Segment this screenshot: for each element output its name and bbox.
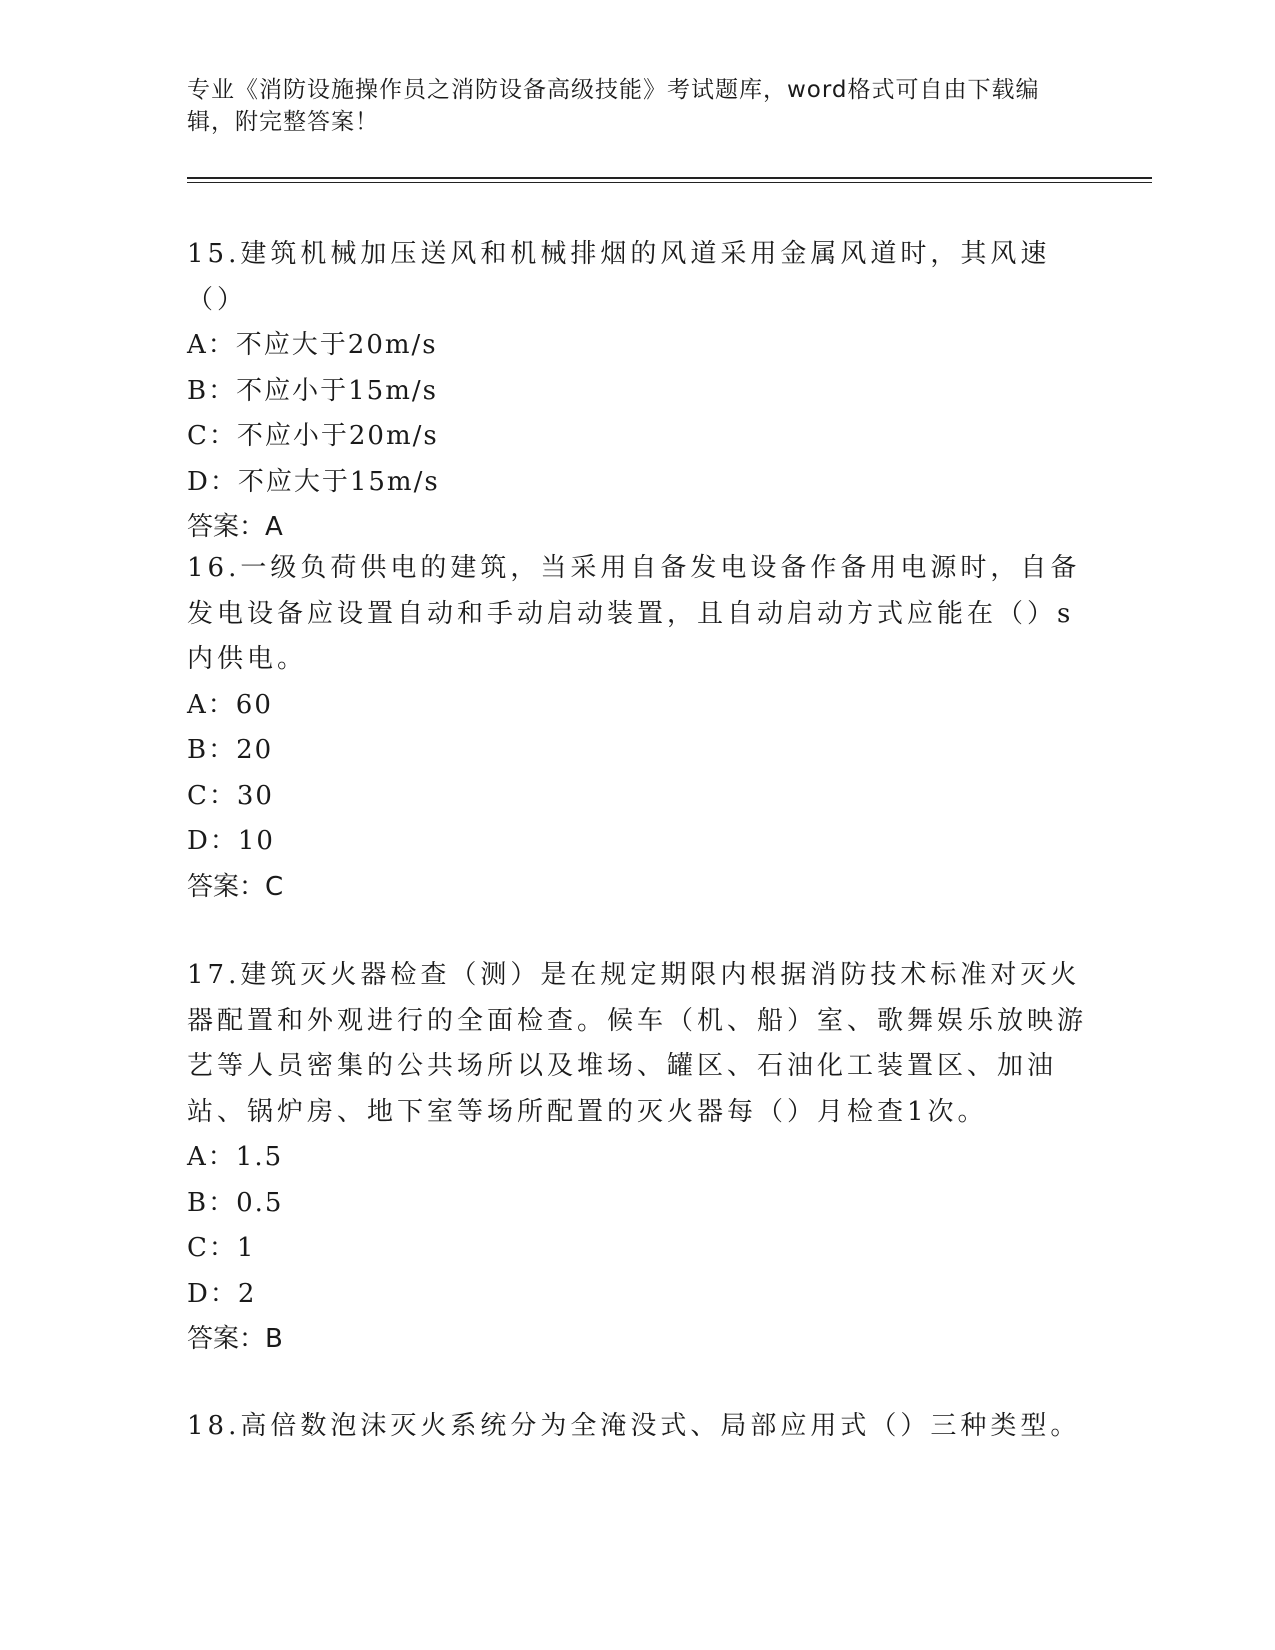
option-a: A：不应大于20m/s	[187, 330, 438, 360]
answer: 答案：A	[187, 512, 283, 542]
option-d: D：10	[187, 826, 275, 856]
answer: 答案：C	[187, 871, 284, 902]
question-18	[187, 1404, 1087, 1450]
option-b: B：不应小于15m/s	[187, 375, 438, 406]
option-c: C：1	[187, 1233, 256, 1263]
question-text: 18.高倍数泡沫灭火系统分为全淹没式、局部应用式（）三种类型。	[187, 1411, 1081, 1441]
option-a: A：60	[187, 689, 273, 720]
option-c: C：30	[187, 780, 274, 811]
question-text: 17.建筑灭火器检查（测）是在规定期限内根据消防技术标准对灭火器配置和外观进行的全面检查。候车（机、船）室、歌舞娱乐放映游艺等人员密集的公共场所以及堆场、罐区、石油化工装置区、加油站、锅炉房、地下室等场所配置的灭火器每（）月检查1次。	[187, 960, 1088, 1127]
header-divider-thick	[187, 177, 1152, 179]
option-d: D：2	[187, 1278, 257, 1309]
question-16	[187, 546, 1087, 910]
question-17	[187, 953, 1087, 1363]
header-divider-thin	[187, 182, 1152, 183]
option-c: C：不应小于20m/s	[187, 421, 439, 451]
answer: 答案：B	[187, 1324, 283, 1354]
question-text: 15.建筑机械加压送风和机械排烟的风道采用金属风道时，其风速（）	[187, 239, 1051, 315]
option-b: B：20	[187, 735, 274, 765]
question-text: 16.一级负荷供电的建筑，当采用自备发电设备作备用电源时，自备发电设备应设置自动和手动启动装置，且自动启动方式应能在（）s内供电。	[187, 553, 1081, 674]
option-d: D：不应大于15m/s	[187, 466, 440, 497]
option-b: B：0.5	[187, 1187, 284, 1218]
option-a: A：1.5	[187, 1142, 284, 1172]
document-header: 专业《消防设施操作员之消防设备高级技能》考试题库，word格式可自由下载编辑，附完整答案！	[187, 77, 1040, 135]
question-15	[187, 232, 1087, 551]
